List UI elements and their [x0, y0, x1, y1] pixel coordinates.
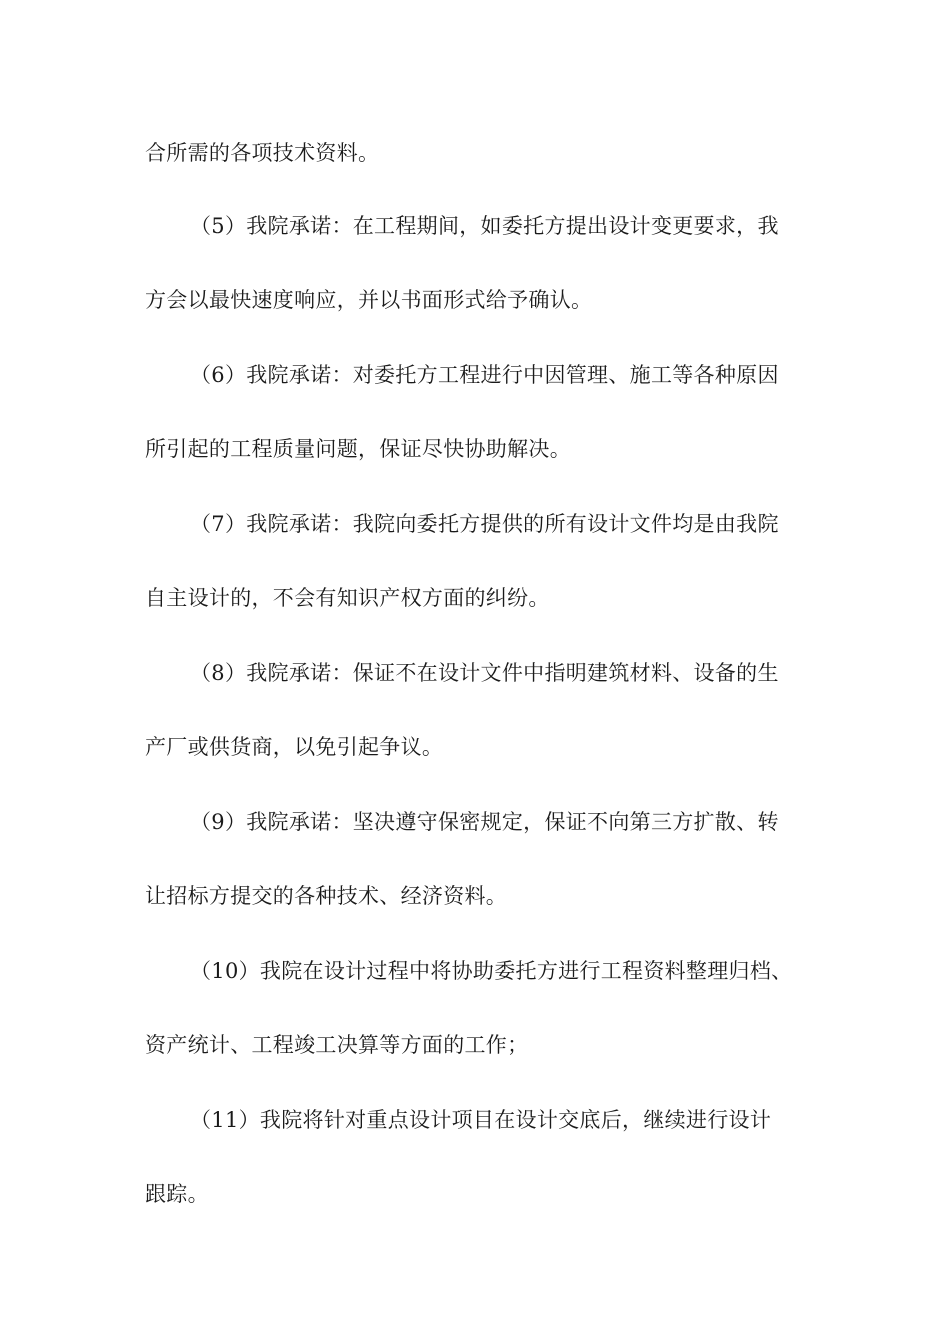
paragraph-9-line-1: （9）我院承诺：坚决遵守保密规定，保证不向第三方扩散、转	[190, 810, 779, 834]
paragraph-9-line-2: 让招标方提交的各种技术、经济资料。	[145, 884, 508, 908]
paragraph-8-line-1: （8）我院承诺：保证不在设计文件中指明建筑材料、设备的生	[190, 661, 779, 685]
paragraph-7-line-1: （7）我院承诺：我院向委托方提供的所有设计文件均是由我院	[190, 512, 779, 536]
paragraph-5-line-2: 方会以最快速度响应，并以书面形式给予确认。	[145, 288, 593, 312]
paragraph-8-line-2: 产厂或供货商，以免引起争议。	[145, 735, 444, 759]
paragraph-4-line-2: 合所需的各项技术资料。	[145, 141, 380, 165]
paragraph-11-line-1: （11）我院将针对重点设计项目在设计交底后，继续进行设计	[190, 1108, 772, 1132]
paragraph-7-line-2: 自主设计的，不会有知识产权方面的纠纷。	[145, 586, 550, 610]
paragraph-10-line-2: 资产统计、工程竣工决算等方面的工作；	[145, 1033, 529, 1057]
paragraph-10-line-1: （10）我院在设计过程中将协助委托方进行工程资料整理归档、	[190, 959, 793, 983]
paragraph-11-line-2: 跟踪。	[145, 1182, 209, 1206]
paragraph-6-line-2: 所引起的工程质量问题，保证尽快协助解决。	[145, 437, 571, 461]
paragraph-6-line-1: （6）我院承诺：对委托方工程进行中因管理、施工等各种原因	[190, 363, 779, 387]
paragraph-5-line-1: （5）我院承诺：在工程期间，如委托方提出设计变更要求，我	[190, 214, 779, 238]
